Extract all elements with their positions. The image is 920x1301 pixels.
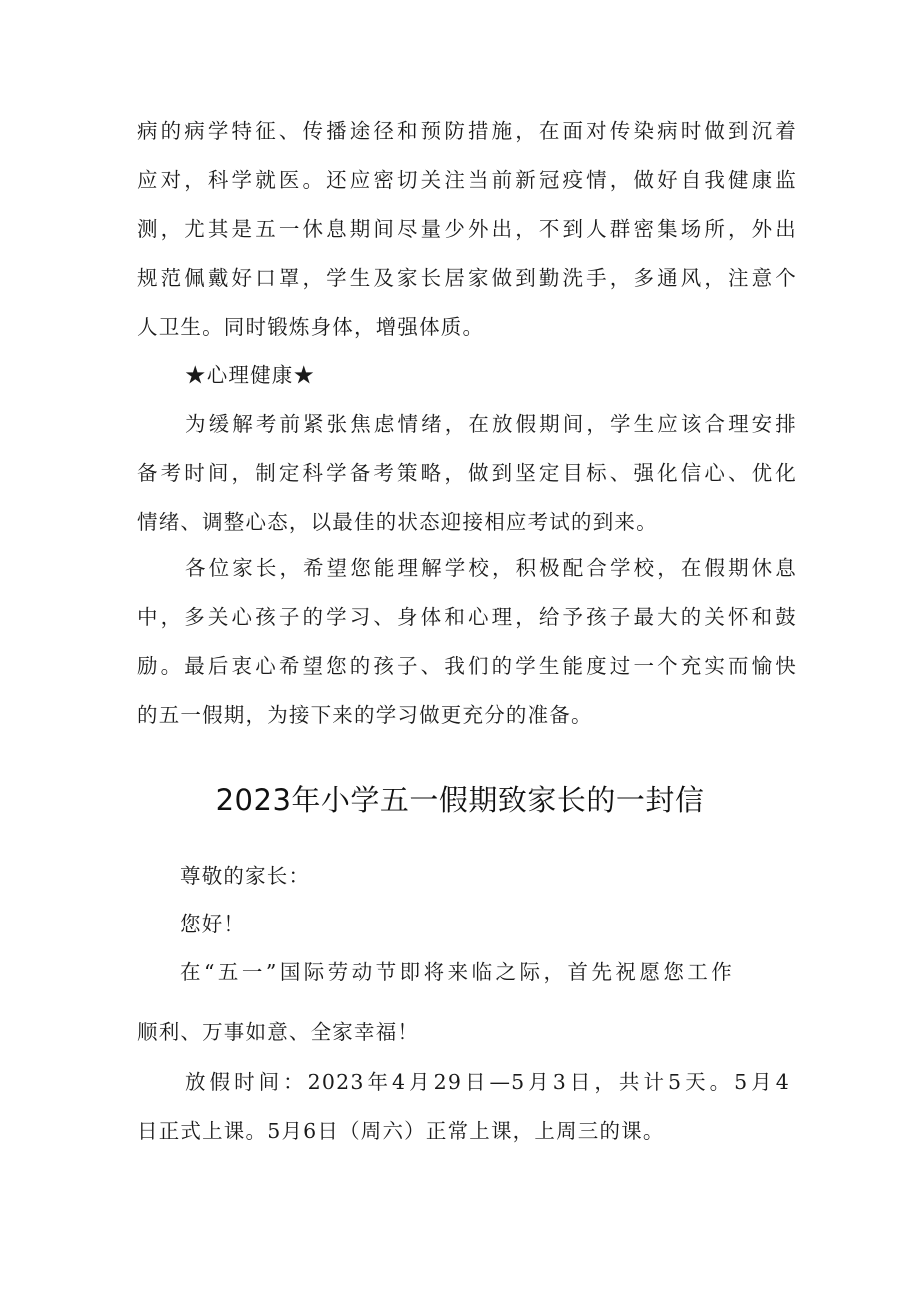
paragraph-line: 励。最后衷心希望您的孩子、我们的学生能度过一个充实而愉快 <box>137 654 797 678</box>
letter-salutation: 尊敬的家长： <box>180 864 311 888</box>
paragraph-line: 应对，科学就医。还应密切关注当前新冠疫情，做好自我健康监 <box>137 168 797 192</box>
letter-intro-line: 在“五一”国际劳动节即将来临之际，首先祝愿您工作 <box>180 960 733 984</box>
paragraph-line: 中，多关心孩子的学习、身体和心理，给予孩子最大的关怀和鼓 <box>137 605 797 629</box>
paragraph-line: 各位家长，希望您能理解学校，积极配合学校，在假期休息 <box>185 556 797 580</box>
letter-intro-line: 顺利、万事如意、全家幸福！ <box>137 1020 420 1044</box>
letter-title: 2023年小学五一假期致家长的一封信 <box>215 783 705 817</box>
paragraph-line: 备考时间，制定科学备考策略，做到坚定目标、强化信心、优化 <box>137 461 797 485</box>
section-heading-mental-health: ★心理健康★ <box>185 363 316 387</box>
paragraph-line: 规范佩戴好口罩，学生及家长居家做到勤洗手，多通风，注意个 <box>137 266 797 290</box>
paragraph-line: 为缓解考前紧张焦虑情绪，在放假期间，学生应该合理安排 <box>185 412 797 436</box>
paragraph-line: 人卫生。同时锻炼身体，增强体质。 <box>137 315 485 339</box>
paragraph-line: 的五一假期，为接下来的学习做更充分的准备。 <box>137 703 593 727</box>
letter-greeting: 您好！ <box>180 912 246 936</box>
paragraph-line: 测，尤其是五一休息期间尽量少外出，不到人群密集场所，外出 <box>137 217 797 241</box>
paragraph-line: 情绪、调整心态，以最佳的状态迎接相应考试的到来。 <box>137 510 658 534</box>
paragraph-line: 病的病学特征、传播途径和预防措施，在面对传染病时做到沉着 <box>137 119 797 143</box>
letter-holiday-line: 放假时间：2023年4月29日—5月3日，共计5天。5月4 <box>185 1070 790 1094</box>
letter-holiday-line: 日正式上课。5月6日（周六）正常上课，上周三的课。 <box>137 1119 665 1143</box>
